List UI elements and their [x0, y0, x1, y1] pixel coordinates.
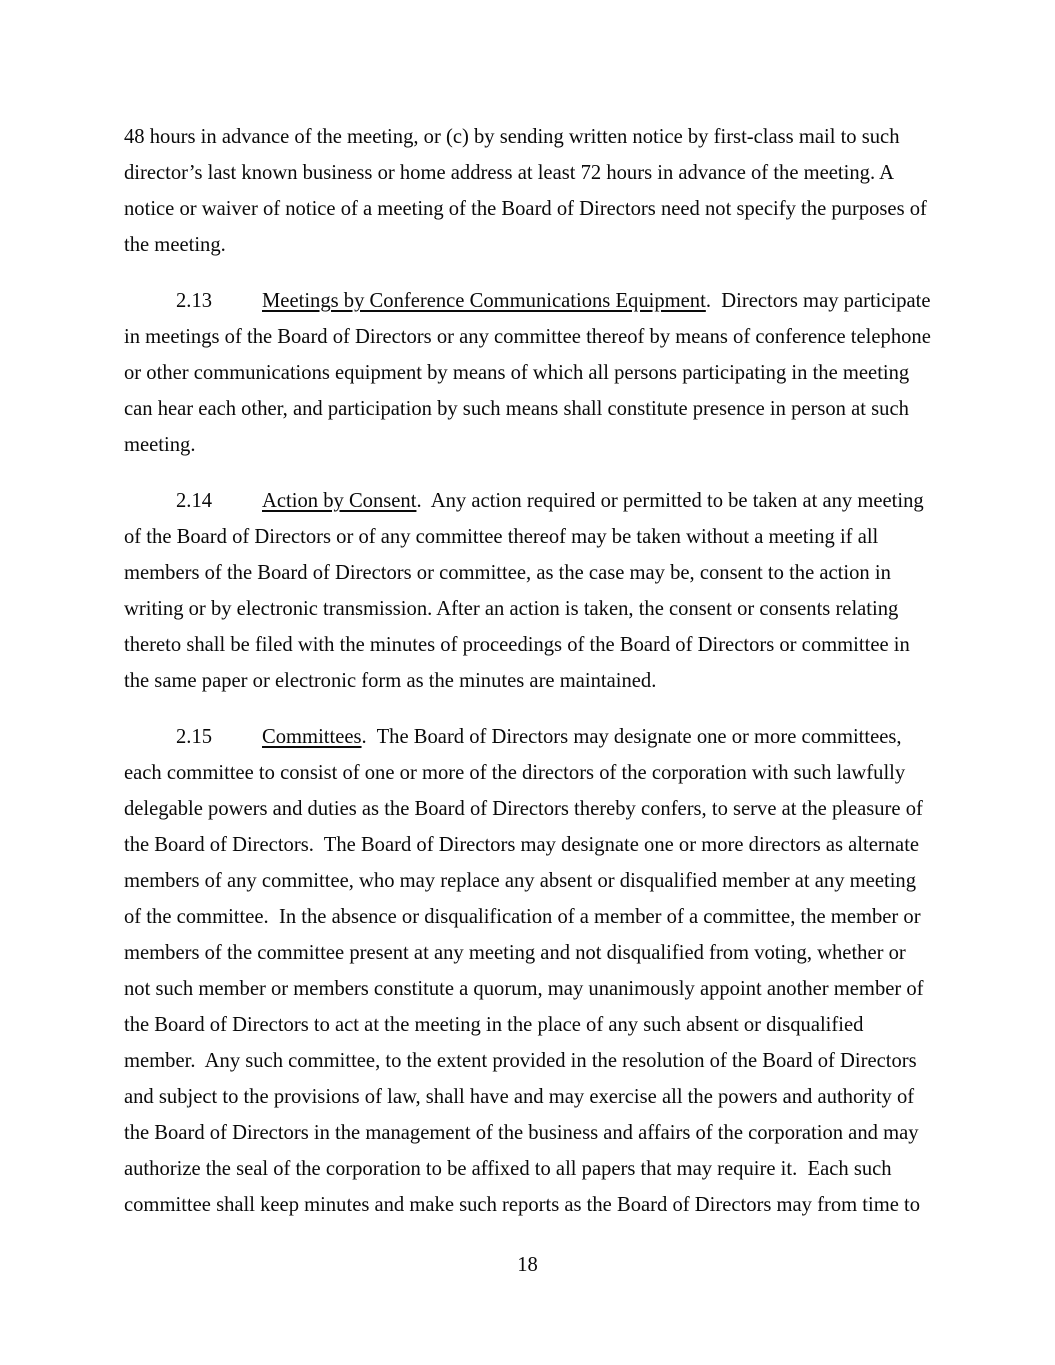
continuation-paragraph-text: 48 hours in advance of the meeting, or (c) by sending written notice by first-class mail to such director’s last known business or home address at least 72 hours in advance of the meeting. A notice or waiver of notice of a meeting of the Board of Directors need not specify the purposes of the meeting.	[124, 126, 927, 256]
section-heading-2-14: Action by Consent	[262, 490, 417, 512]
section-number-2-13: 2.13	[176, 290, 213, 312]
document-text-block	[124, 119, 932, 1243]
section-heading-2-13: Meetings by Conference Communications Equipment	[262, 290, 706, 312]
section-heading-2-15: Committees	[262, 726, 362, 748]
section-paragraph-2-14	[124, 483, 932, 699]
section-body-2-15: . The Board of Directors may designate one or more committees, each committee to consist of one or more of the directors of the corporation with such lawfully delegable powers and duties as the Board of Directors thereby confers, to serve at the pleasure of the Board of Directors. The Board of Directors may designate one or more directors as alternate members of any committee, who may replace any absent or disqualified member at any meeting of the committee. In the absence or disqualification of a member of a committee, the member or members of the committee present at any meeting and not disqualified from voting, whether or not such member or members constitute a quorum, may unanimously appoint another member of the Board of Directors to act at the meeting in the place of any such absent or disqualified member. Any such committee, to the extent provided in the resolution of the Board of Directors and subject to the provisions of law, shall have and may exercise all the powers and authority of the Board of Directors in the management of the business and affairs of the corporation and may authorize the seal of the corporation to be affixed to all papers that may require it. Each such committee shall keep minutes and make such reports as the Board of Directors may from time to	[124, 726, 924, 1216]
section-number-2-14: 2.14	[176, 490, 213, 512]
section-body-2-14: . Any action required or permitted to be taken at any meeting of the Board of Directors or of any committee thereof may be taken without a meeting if all members of the Board of Directors or committee, as the case may be, consent to the action in writing or by electronic transmission. After an action is taken, the consent or consents relating thereto shall be filed with the minutes of proceedings of the Board of Directors or committee in the same paper or electronic form as the minutes are maintained.	[124, 490, 924, 692]
section-number-2-15: 2.15	[176, 726, 213, 748]
section-paragraph-2-15	[124, 719, 932, 1223]
section-paragraph-2-13	[124, 283, 932, 463]
page-number: 18	[517, 1254, 538, 1276]
continuation-paragraph	[124, 119, 932, 263]
section-body-2-13: . Directors may participate in meetings of the Board of Directors or any committee thereof by means of conference telephone or other communications equipment by means of which all persons participating in the meeting can hear each other, and participation by such means shall constitute presence in person at such meeting.	[124, 290, 931, 456]
